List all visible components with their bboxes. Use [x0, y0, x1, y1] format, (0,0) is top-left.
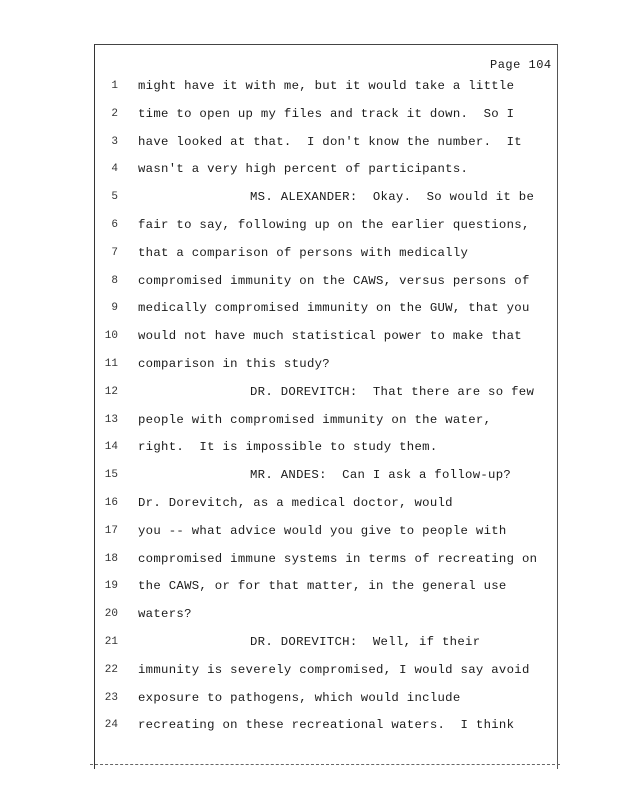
- bottom-rule: [90, 764, 560, 766]
- line-text: have looked at that. I don't know the number. It: [138, 134, 522, 149]
- transcript-line: [0, 159, 618, 179]
- line-text: the CAWS, or for that matter, in the general use: [138, 579, 507, 594]
- transcript-line: [0, 298, 618, 318]
- transcript-line: [0, 576, 618, 596]
- line-number: 7: [111, 246, 118, 259]
- transcript-line: [0, 326, 618, 346]
- line-number: 19: [104, 580, 118, 593]
- transcript-line: [0, 549, 618, 569]
- line-text: wasn't a very high percent of participants.: [138, 162, 469, 177]
- line-number: 15: [104, 469, 118, 482]
- transcript-line: [0, 715, 618, 735]
- line-text: would not have much statistical power to make that: [138, 329, 522, 344]
- line-number: 24: [104, 719, 118, 732]
- transcript-line: [0, 604, 618, 624]
- line-number: 17: [104, 524, 118, 537]
- line-number: 8: [111, 274, 118, 287]
- transcript-line: [0, 76, 618, 96]
- line-text: time to open up my files and track it down. So I: [138, 106, 515, 121]
- line-number: 18: [104, 552, 118, 565]
- transcript-line: [0, 410, 618, 430]
- transcript-line: [0, 271, 618, 291]
- line-text: might have it with me, but it would take a little: [138, 79, 515, 93]
- line-text: people with compromised immunity on the water,: [138, 412, 492, 427]
- transcript-line: [0, 632, 618, 652]
- transcript-line: [0, 187, 618, 207]
- line-text: compromised immune systems in terms of recreating on: [138, 551, 538, 566]
- line-number: 22: [104, 663, 118, 676]
- line-text: exposure to pathogens, which would include: [138, 690, 461, 705]
- line-number: 10: [104, 330, 118, 343]
- line-text: you -- what advice would you give to people with: [138, 523, 507, 538]
- line-number: 3: [111, 135, 118, 148]
- line-number: 2: [111, 107, 118, 120]
- transcript-line: [0, 493, 618, 513]
- line-text: Dr. Dorevitch, as a medical doctor, would: [138, 496, 453, 510]
- transcript-line: [0, 465, 618, 485]
- line-text: DR. DOREVITCH: That there are so few: [250, 384, 535, 399]
- transcript-line: [0, 382, 618, 402]
- transcript-line: [0, 437, 618, 457]
- line-text: MS. ALEXANDER: Okay. So would it be: [250, 190, 535, 205]
- line-number: 5: [111, 191, 118, 204]
- line-number: 4: [111, 163, 118, 176]
- line-text: fair to say, following up on the earlier questions,: [138, 218, 530, 232]
- line-number: 11: [104, 358, 118, 370]
- transcript-line: [0, 521, 618, 541]
- line-number: 13: [104, 413, 118, 426]
- page-number: Page 104: [490, 58, 552, 72]
- line-text: right. It is impossible to study them.: [138, 440, 438, 455]
- line-number: 6: [111, 219, 118, 231]
- line-text: that a comparison of persons with medically: [138, 245, 469, 260]
- transcript-line: [0, 660, 618, 680]
- line-number: 21: [104, 636, 118, 648]
- line-text: waters?: [138, 607, 192, 622]
- line-text: comparison in this study?: [138, 357, 330, 371]
- line-text: compromised immunity on the CAWS, versus persons of: [138, 273, 530, 288]
- transcript-line: [0, 215, 618, 235]
- line-text: immunity is severely compromised, I would say avoid: [138, 662, 530, 677]
- line-number: 1: [111, 80, 118, 92]
- transcript-line: [0, 354, 618, 374]
- line-number: 9: [111, 302, 118, 315]
- transcript-line: [0, 243, 618, 263]
- transcript-line: [0, 688, 618, 708]
- line-text: MR. ANDES: Can I ask a follow-up?: [250, 468, 512, 483]
- line-number: 20: [104, 608, 118, 621]
- line-number: 23: [104, 691, 118, 704]
- transcript-line: [0, 104, 618, 124]
- line-text: recreating on these recreational waters. I think: [138, 718, 515, 733]
- line-number: 16: [104, 497, 118, 509]
- line-number: 14: [104, 441, 118, 454]
- transcript-line: [0, 132, 618, 152]
- line-text: medically compromised immunity on the GUW, that you: [138, 301, 530, 316]
- line-text: DR. DOREVITCH: Well, if their: [250, 635, 481, 649]
- line-number: 12: [104, 385, 118, 398]
